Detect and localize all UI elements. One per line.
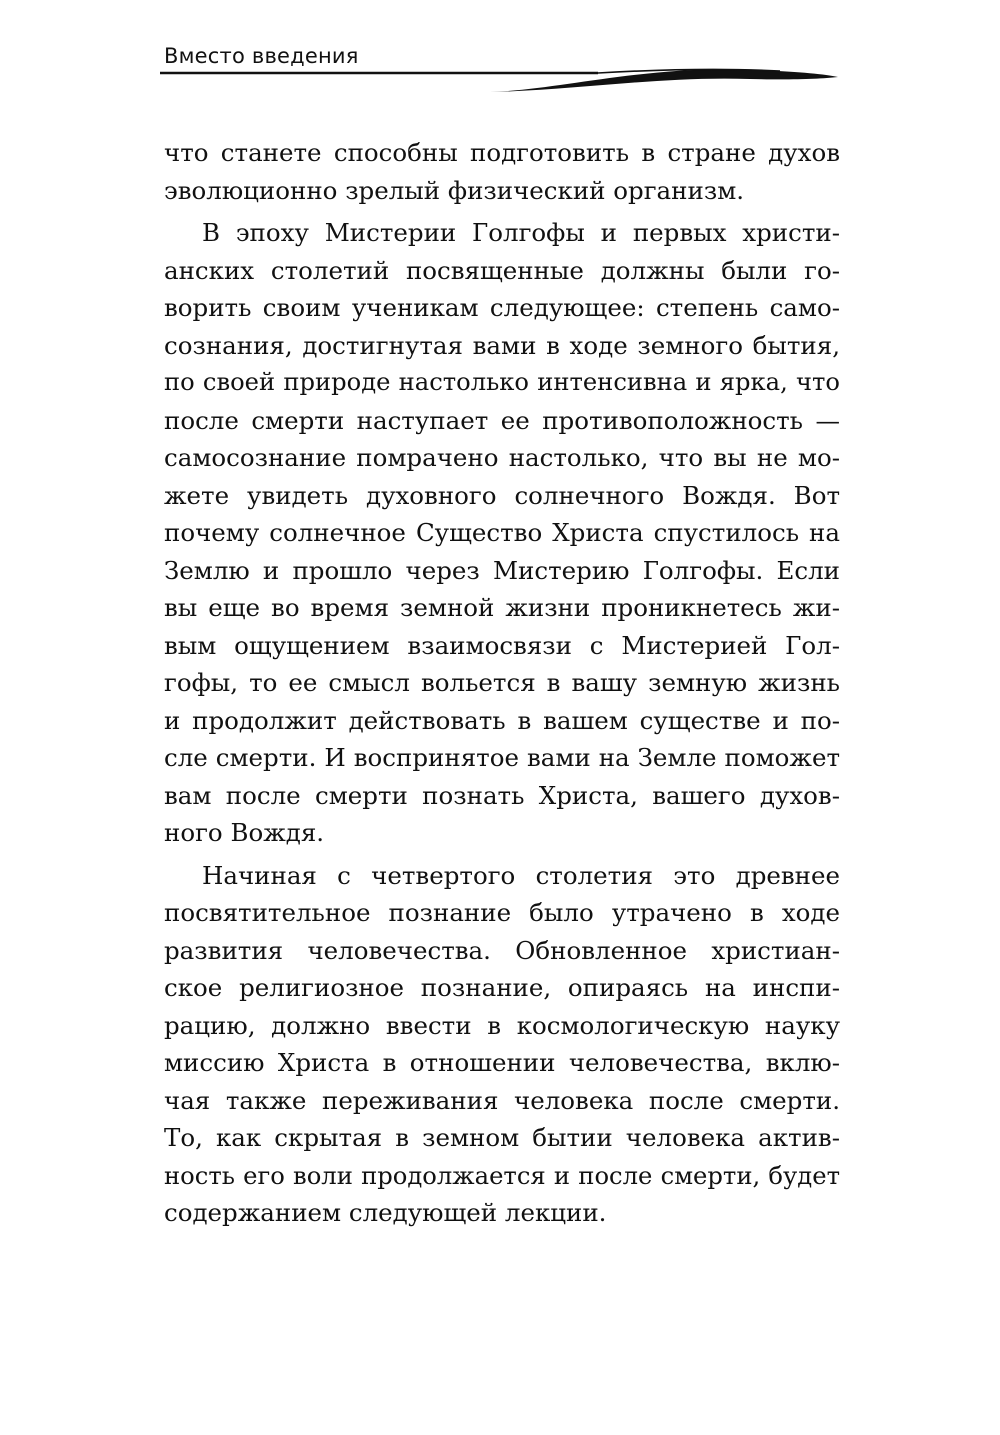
paragraph-1	[164, 134, 840, 209]
text-line: миссию Христа в отношении человечества, вклю-	[164, 1048, 840, 1077]
text-line: и продолжит действовать в вашем существе и по-	[164, 705, 840, 735]
text-line: Начиная с четвертого столетия это древнее	[202, 860, 840, 890]
text-line: вам после смерти познать Христа, вашего духов-	[164, 780, 840, 810]
text-line: сознания, достигнутая вами в ходе земного бытия,	[164, 330, 840, 360]
text-line: вым ощущением взаимосвязи с Мистерией Гол-	[164, 630, 840, 660]
text-line: после смерти наступает ее противоположность —	[164, 405, 840, 435]
text-line: чая также переживания человека после смерти.	[164, 1085, 840, 1115]
text-line: самосознание помрачено настолько, что вы не мо-	[164, 443, 840, 472]
decorative-header-rule	[0, 0, 1000, 120]
text-line: ность его воли продолжается и после смерти, будет	[164, 1160, 840, 1190]
text-line: Землю и прошло через Мистерию Голгофы. Если	[164, 555, 840, 585]
text-line: В эпоху Мистерии Голгофы и первых христи-	[202, 218, 840, 247]
text-line: рацию, должно ввести в космологическую науку	[164, 1010, 840, 1040]
text-line: сле смерти. И воспринятое вами на Земле поможет	[164, 743, 840, 772]
text-line: жете увидеть духовного солнечного Вождя. Вот	[164, 480, 840, 510]
text-line: по своей природе настолько интенсивна и ярка, что	[164, 368, 840, 396]
running-head-title: Вместо введения	[164, 44, 359, 68]
text-line: гофы, то ее смысл вольется в вашу земную жизнь	[164, 668, 840, 697]
text-line: содержанием следующей лекции.	[164, 1198, 607, 1227]
paragraph-3	[164, 857, 840, 1232]
header-rule-swash-thin	[598, 70, 780, 73]
text-line: То, как скрытая в земном бытии человека актив-	[164, 1123, 840, 1152]
text-line: эволюционно зрелый физический организм.	[164, 175, 745, 205]
header-rule-swash	[490, 69, 838, 92]
paragraph-2	[164, 214, 840, 852]
text-line: что станете способны подготовить в стране духов	[164, 138, 840, 167]
text-line: почему солнечное Существо Христа спустилось на	[164, 518, 840, 547]
text-line: ворить своим ученикам следующее: степень само-	[164, 293, 840, 322]
text-line: развития человечества. Обновленное христиан-	[164, 935, 840, 965]
text-line: посвятительное познание было утрачено в ходе	[164, 898, 840, 927]
body-text	[164, 134, 840, 1232]
text-line: ного Вождя.	[164, 818, 325, 847]
text-line: вы еще во время земной жизни проникнетесь жи-	[164, 593, 840, 622]
text-line: ское религиозное познание, опираясь на инспи-	[164, 973, 840, 1002]
text-line: анских столетий посвященные должны были го-	[164, 255, 840, 285]
